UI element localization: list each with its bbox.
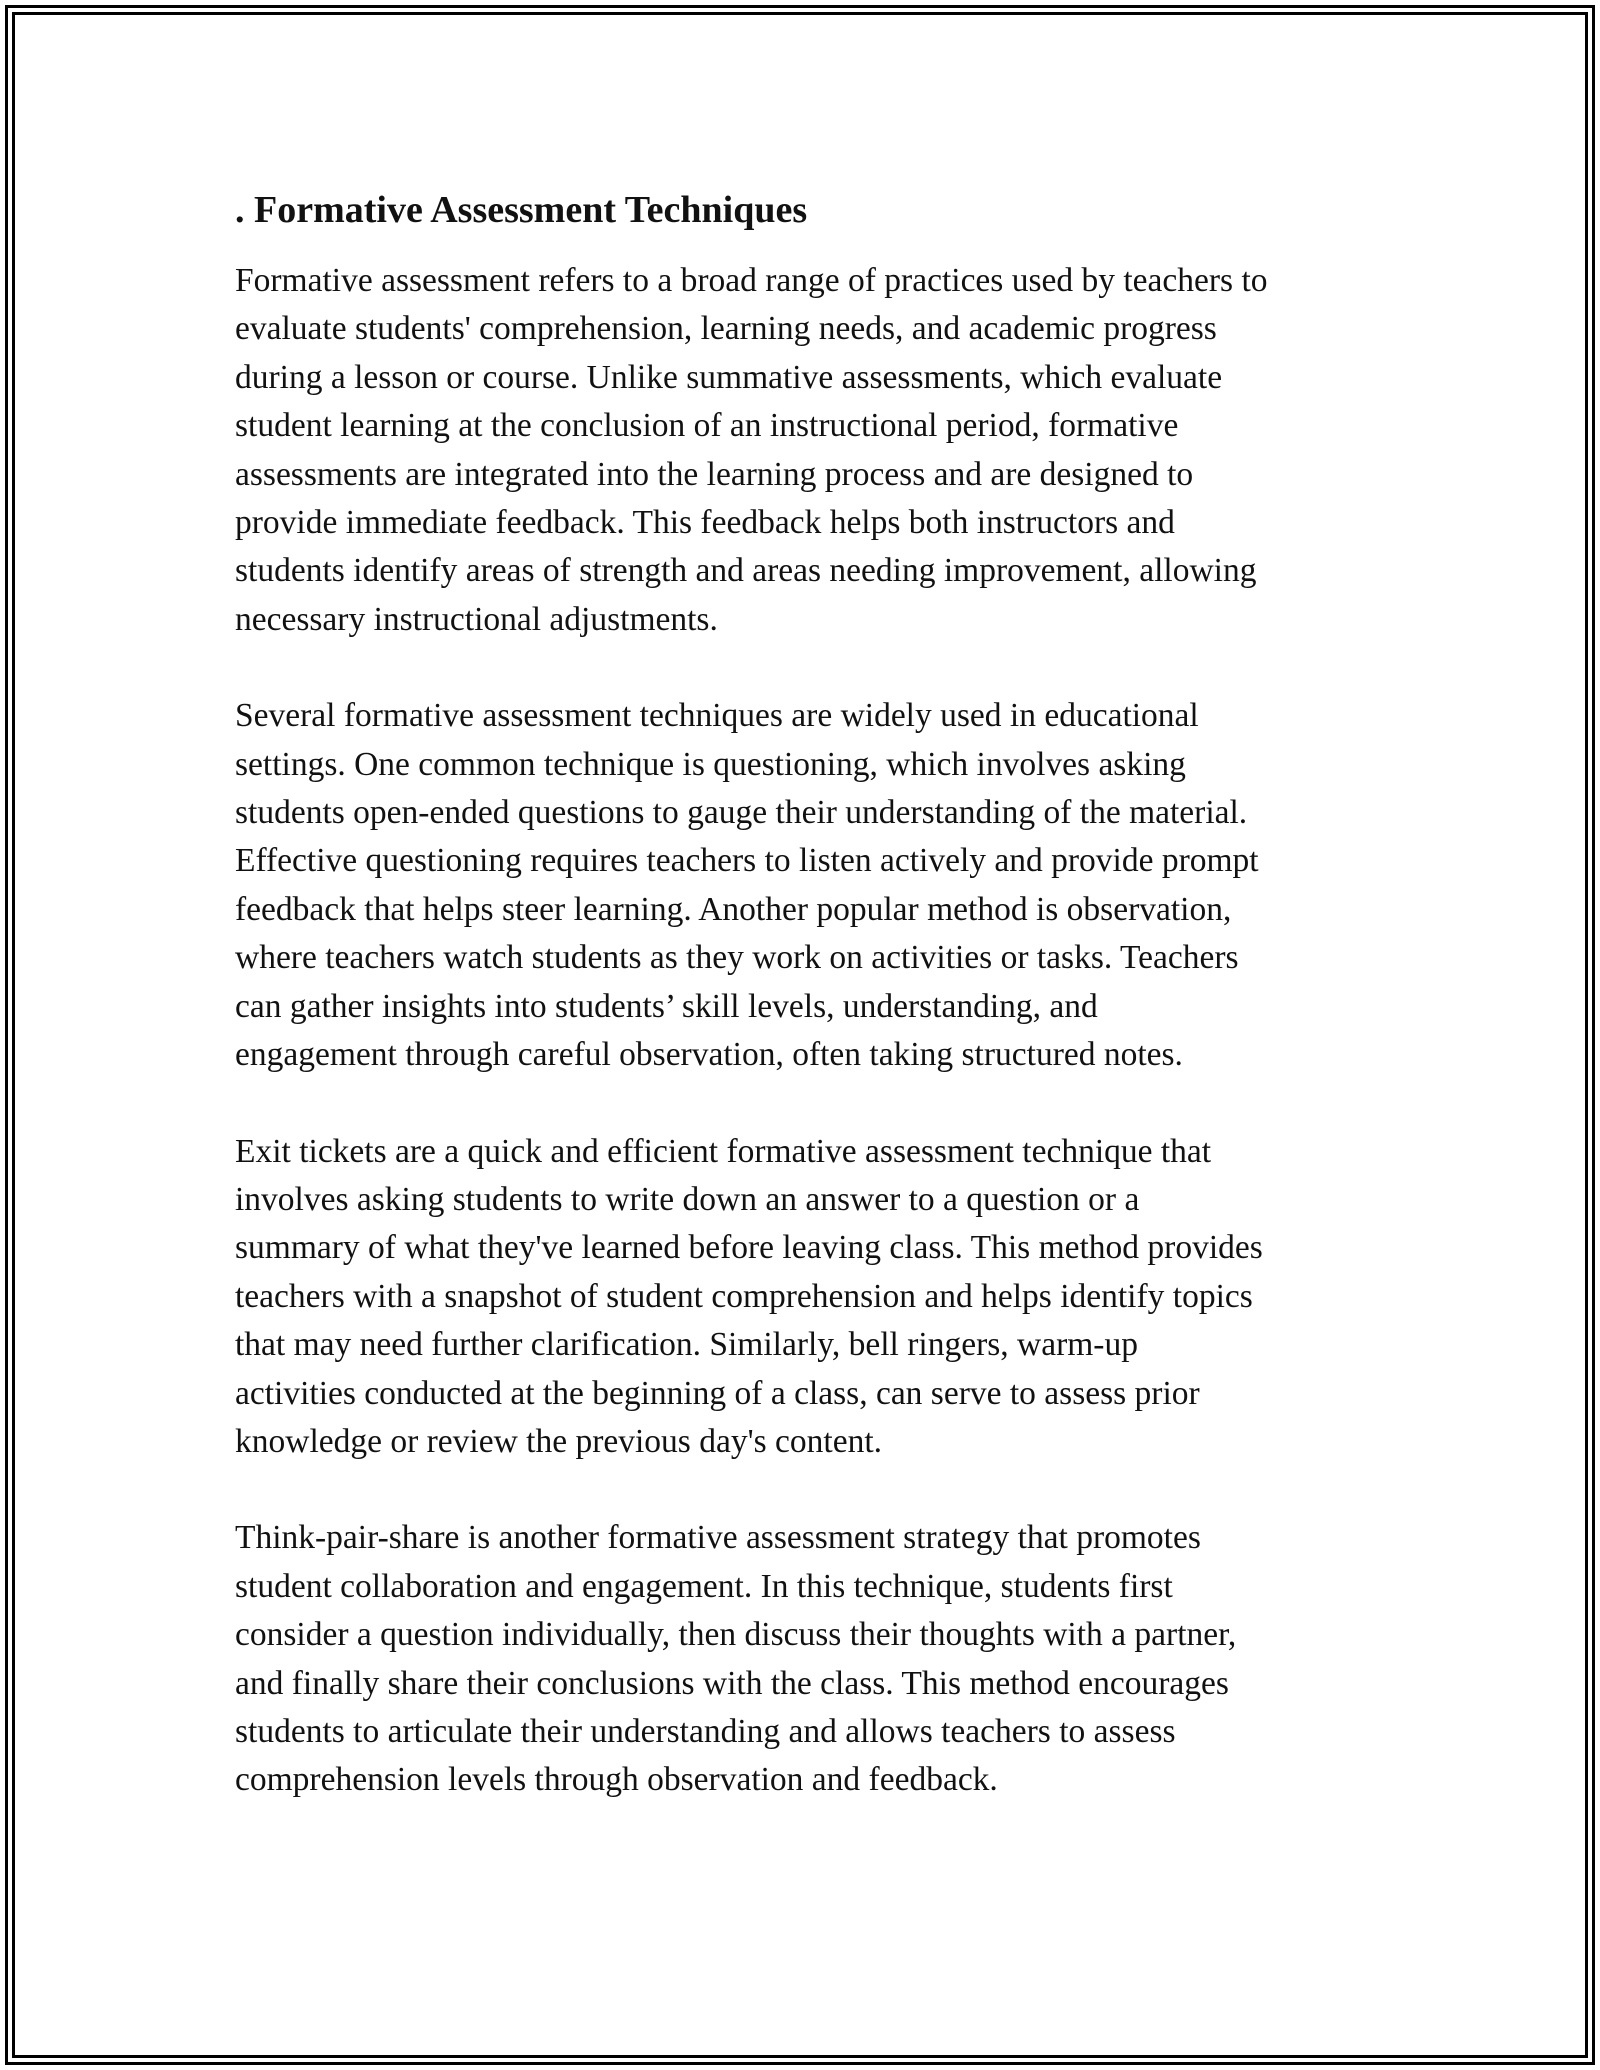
text-line: that may need further clarification. Similarly, bell ringers, warm-up — [235, 1326, 1138, 1364]
text-line: consider a question individually, then discuss their thoughts with a partner, — [235, 1616, 1237, 1654]
text-line: Exit tickets are a quick and efficient formative assessment technique that — [235, 1132, 1212, 1170]
text-line: student collaboration and engagement. In this technique, students first — [235, 1567, 1173, 1605]
text-line: activities conducted at the beginning of a class, can serve to assess prior — [235, 1374, 1200, 1412]
document-body — [235, 185, 1385, 1853]
text-line: students identify areas of strength and areas needing improvement, allowing — [235, 552, 1257, 590]
text-line: student learning at the conclusion of an instructional period, formative — [235, 407, 1179, 445]
text-line: involves asking students to write down an answer to a question or a — [235, 1180, 1140, 1218]
text-line: comprehension levels through observation and feedback. — [235, 1761, 998, 1799]
paragraph-3 — [235, 1128, 1385, 1467]
paragraph-1 — [235, 257, 1385, 644]
text-line: necessary instructional adjustments. — [235, 600, 718, 638]
text-line: Several formative assessment techniques are widely used in educational — [235, 697, 1199, 735]
text-line: Think-pair-share is another formative assessment strategy that promotes — [235, 1519, 1201, 1557]
text-line: engagement through careful observation, often taking structured notes. — [235, 1036, 1183, 1074]
text-line: can gather insights into students’ skill levels, understanding, and — [235, 987, 1098, 1025]
text-line: evaluate students' comprehension, learning needs, and academic progress — [235, 310, 1217, 348]
text-line: summary of what they've learned before leaving class. This method provides — [235, 1229, 1263, 1267]
text-line: Formative assessment refers to a broad range of practices used by teachers to — [235, 262, 1268, 299]
paragraph-2 — [235, 692, 1385, 1079]
text-line: provide immediate feedback. This feedback helps both instructors and — [235, 504, 1175, 542]
text-line: feedback that helps steer learning. Another popular method is observation, — [235, 890, 1232, 928]
text-line: where teachers watch students as they work on activities or tasks. Teachers — [235, 939, 1239, 977]
paragraph-4 — [235, 1514, 1385, 1804]
text-line: students to articulate their understanding and allows teachers to assess — [235, 1712, 1176, 1750]
text-line: settings. One common technique is questioning, which involves asking — [235, 745, 1186, 783]
text-line: teachers with a snapshot of student comprehension and helps identify topics — [235, 1277, 1253, 1315]
text-line: during a lesson or course. Unlike summative assessments, which evaluate — [235, 358, 1223, 396]
text-line: and finally share their conclusions with the class. This method encourages — [235, 1664, 1229, 1702]
text-line: knowledge or review the previous day's content. — [235, 1422, 883, 1460]
document-title: . Formative Assessment Techniques — [235, 189, 808, 231]
text-line: students open-ended questions to gauge their understanding of the material. — [235, 794, 1248, 832]
text-line: Effective questioning requires teachers to listen actively and provide prompt — [235, 842, 1259, 880]
text-line: assessments are integrated into the learning process and are designed to — [235, 455, 1194, 493]
